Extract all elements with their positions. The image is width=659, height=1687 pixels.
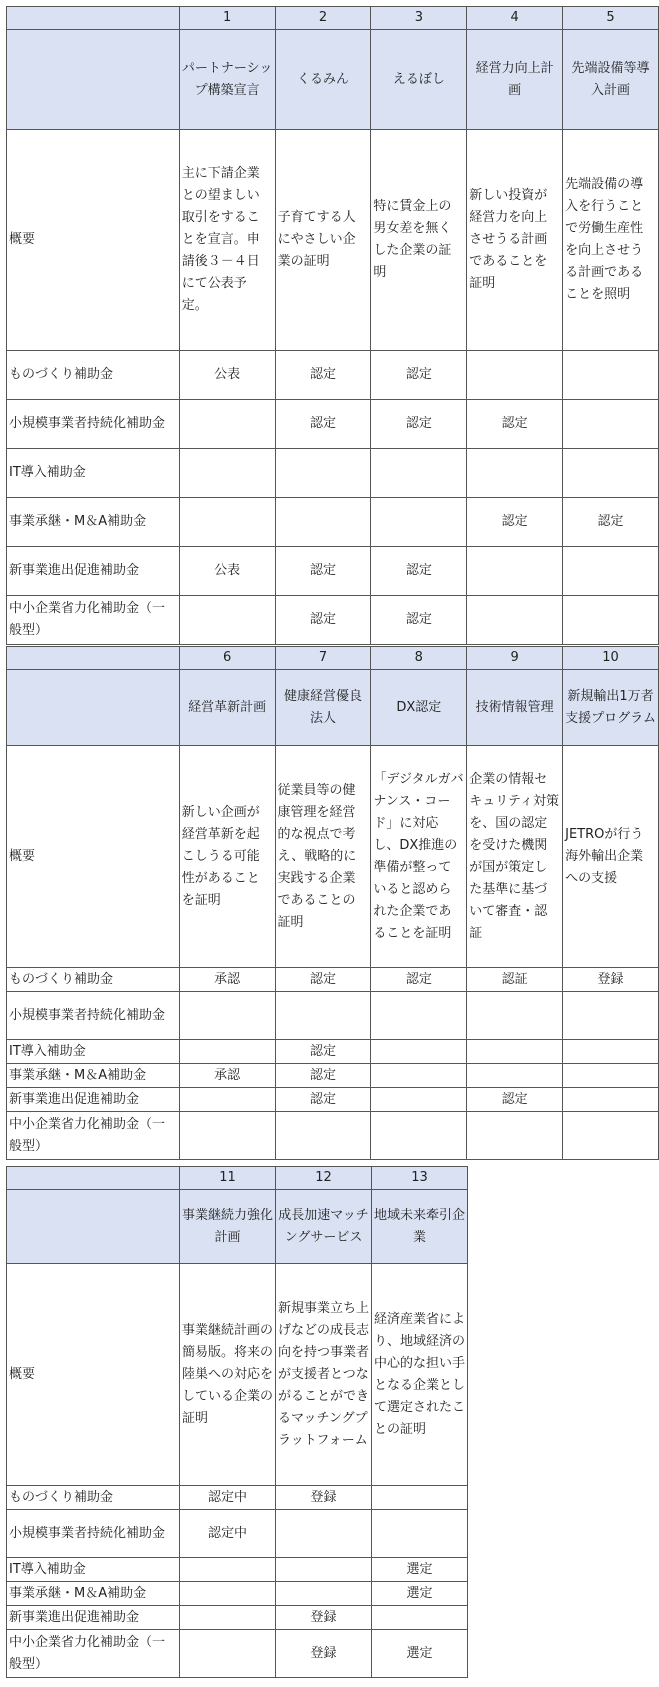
value-cell: 登録 bbox=[276, 1606, 372, 1630]
value-cell: 認定中 bbox=[180, 1486, 276, 1510]
value-cell bbox=[563, 1040, 659, 1064]
value-cell bbox=[179, 498, 275, 547]
subsidy-row bbox=[7, 1510, 468, 1558]
value-cell bbox=[467, 992, 563, 1040]
column-name: 健康経営優良法人 bbox=[275, 670, 371, 746]
value-cell bbox=[372, 1606, 468, 1630]
row-label: 事業承継・M＆A補助金 bbox=[7, 1582, 180, 1606]
row-label: IT導入補助金 bbox=[7, 449, 180, 498]
table-section-1 bbox=[6, 6, 659, 645]
summary-cell: 新しい企画が経営革新を起こしうる可能性があることを証明 bbox=[179, 746, 275, 968]
summary-row bbox=[7, 130, 659, 351]
value-cell bbox=[371, 1088, 467, 1112]
value-cell bbox=[467, 351, 563, 400]
column-name: 経営革新計画 bbox=[179, 670, 275, 746]
summary-cell: 特に賃金上の男女差を無くした企業の証明 bbox=[371, 130, 467, 351]
summary-row bbox=[7, 1264, 468, 1486]
column-number: 8 bbox=[371, 647, 467, 670]
name-row bbox=[7, 670, 659, 746]
column-number: 7 bbox=[275, 647, 371, 670]
value-cell bbox=[275, 1112, 371, 1160]
summary-cell: 新規事業立ち上げなどの成長志向を持つ事業者が支援者とつながることができるマッチングプラットフォーム bbox=[276, 1264, 372, 1486]
value-cell: 公表 bbox=[179, 351, 275, 400]
column-number: 5 bbox=[563, 7, 659, 30]
value-cell bbox=[371, 992, 467, 1040]
value-cell bbox=[563, 596, 659, 645]
value-cell: 選定 bbox=[372, 1630, 468, 1678]
row-label: 中小企業省力化補助金（一般型） bbox=[7, 596, 180, 645]
column-name: 事業継続力強化計画 bbox=[180, 1190, 276, 1264]
summary-row bbox=[7, 746, 659, 968]
value-cell: 認定 bbox=[371, 547, 467, 596]
row-label: IT導入補助金 bbox=[7, 1558, 180, 1582]
value-cell bbox=[179, 1088, 275, 1112]
value-cell bbox=[179, 400, 275, 449]
row-label: 事業承継・M＆A補助金 bbox=[7, 1064, 180, 1088]
subsidy-row bbox=[7, 968, 659, 992]
column-name: DX認定 bbox=[371, 670, 467, 746]
value-cell: 認定 bbox=[275, 968, 371, 992]
column-name: くるみん bbox=[275, 30, 371, 130]
value-cell: 認定 bbox=[275, 351, 371, 400]
value-cell bbox=[563, 1064, 659, 1088]
value-cell: 認定 bbox=[275, 596, 371, 645]
row-label: IT導入補助金 bbox=[7, 1040, 180, 1064]
column-number: 10 bbox=[563, 647, 659, 670]
row-label: 概要 bbox=[7, 1264, 180, 1486]
row-label: 概要 bbox=[7, 746, 180, 968]
value-cell bbox=[179, 992, 275, 1040]
column-number: 2 bbox=[275, 7, 371, 30]
value-cell bbox=[563, 547, 659, 596]
value-cell: 認定 bbox=[467, 1088, 563, 1112]
subsidy-row bbox=[7, 992, 659, 1040]
subsidy-row bbox=[7, 449, 659, 498]
number-row bbox=[7, 647, 659, 670]
row-label: ものづくり補助金 bbox=[7, 1486, 180, 1510]
subsidy-row bbox=[7, 596, 659, 645]
table-section-3 bbox=[6, 1166, 468, 1678]
value-cell bbox=[180, 1606, 276, 1630]
value-cell bbox=[372, 1486, 468, 1510]
column-number: 4 bbox=[467, 7, 563, 30]
value-cell bbox=[276, 1510, 372, 1558]
value-cell: 認定 bbox=[371, 596, 467, 645]
value-cell bbox=[276, 1582, 372, 1606]
value-cell: 承認 bbox=[179, 968, 275, 992]
value-cell bbox=[371, 1112, 467, 1160]
value-cell bbox=[275, 498, 371, 547]
value-cell bbox=[371, 1064, 467, 1088]
column-name: 成長加速マッチングサービス bbox=[276, 1190, 372, 1264]
value-cell bbox=[180, 1582, 276, 1606]
value-cell bbox=[563, 1112, 659, 1160]
corner-cell bbox=[7, 1190, 180, 1264]
subsidy-row bbox=[7, 1558, 468, 1582]
row-label: 小規模事業者持続化補助金 bbox=[7, 400, 180, 449]
value-cell: 認定 bbox=[275, 400, 371, 449]
row-label: 新事業進出促進補助金 bbox=[7, 1606, 180, 1630]
corner-cell bbox=[7, 30, 180, 130]
subsidy-row bbox=[7, 1040, 659, 1064]
value-cell bbox=[467, 596, 563, 645]
value-cell: 認証 bbox=[467, 968, 563, 992]
value-cell bbox=[371, 1040, 467, 1064]
subsidy-row bbox=[7, 547, 659, 596]
column-number: 3 bbox=[371, 7, 467, 30]
subsidy-row bbox=[7, 1582, 468, 1606]
table-section-2 bbox=[6, 646, 659, 1160]
subsidy-row bbox=[7, 1606, 468, 1630]
subsidy-row bbox=[7, 400, 659, 449]
summary-cell: JETROが行う海外輸出企業への支援 bbox=[563, 746, 659, 968]
summary-cell: 企業の情報セキュリティ対策を、国の認定を受けた機関が国が策定した基準に基づいて審査・認証 bbox=[467, 746, 563, 968]
row-label: 概要 bbox=[7, 130, 180, 351]
value-cell: 認定 bbox=[371, 351, 467, 400]
summary-cell: 経済産業省により、地域経済の中心的な担い手となる企業として選定されたことの証明 bbox=[372, 1264, 468, 1486]
row-label: 中小企業省力化補助金（一般型） bbox=[7, 1112, 180, 1160]
row-label: 新事業進出促進補助金 bbox=[7, 1088, 180, 1112]
summary-cell: 主に下請企業との望ましい取引をすることを宣言。申請後３－４日にて公表予定。 bbox=[179, 130, 275, 351]
summary-cell: 「デジタルガバナンス・コード」に対応し、DX推進の準備が整っていると認められた企業であることを証明 bbox=[371, 746, 467, 968]
column-name: パートナーシップ構築宣言 bbox=[179, 30, 275, 130]
subsidy-row bbox=[7, 1486, 468, 1510]
summary-cell: 先端設備の導入を行うことで労働生産性を向上させうる計画であることを照明 bbox=[563, 130, 659, 351]
column-name: 技術情報管理 bbox=[467, 670, 563, 746]
corner-cell bbox=[7, 1167, 180, 1190]
value-cell: 認定 bbox=[467, 400, 563, 449]
value-cell: 登録 bbox=[276, 1630, 372, 1678]
value-cell bbox=[179, 1040, 275, 1064]
row-label: 小規模事業者持続化補助金 bbox=[7, 992, 180, 1040]
value-cell: 認定中 bbox=[180, 1510, 276, 1558]
row-label: ものづくり補助金 bbox=[7, 351, 180, 400]
value-cell bbox=[372, 1510, 468, 1558]
value-cell: 認定 bbox=[563, 498, 659, 547]
column-number: 9 bbox=[467, 647, 563, 670]
row-label: 事業承継・M＆A補助金 bbox=[7, 498, 180, 547]
row-label: 新事業進出促進補助金 bbox=[7, 547, 180, 596]
row-label: 中小企業省力化補助金（一般型） bbox=[7, 1630, 180, 1678]
corner-cell bbox=[7, 670, 180, 746]
value-cell bbox=[180, 1558, 276, 1582]
value-cell: 認定 bbox=[371, 400, 467, 449]
column-number: 12 bbox=[276, 1167, 372, 1190]
value-cell bbox=[467, 547, 563, 596]
column-number: 6 bbox=[179, 647, 275, 670]
value-cell bbox=[467, 1112, 563, 1160]
subsidy-row bbox=[7, 1088, 659, 1112]
column-name: 地域未来牽引企業 bbox=[372, 1190, 468, 1264]
value-cell bbox=[467, 1040, 563, 1064]
column-name: 先端設備等導入計画 bbox=[563, 30, 659, 130]
name-row bbox=[7, 1190, 468, 1264]
value-cell: 認定 bbox=[467, 498, 563, 547]
column-name: えるぼし bbox=[371, 30, 467, 130]
subsidy-row bbox=[7, 1064, 659, 1088]
value-cell: 認定 bbox=[371, 968, 467, 992]
summary-cell: 子育てする人にやさしい企業の証明 bbox=[275, 130, 371, 351]
value-cell: 承認 bbox=[179, 1064, 275, 1088]
value-cell: 認定 bbox=[275, 1064, 371, 1088]
number-row bbox=[7, 7, 659, 30]
value-cell: 公表 bbox=[179, 547, 275, 596]
subsidy-row bbox=[7, 498, 659, 547]
value-cell bbox=[180, 1630, 276, 1678]
column-number: 11 bbox=[180, 1167, 276, 1190]
value-cell bbox=[563, 992, 659, 1040]
summary-cell: 事業継続計画の簡易版。将来の陸巣への対応をしている企業の証明 bbox=[180, 1264, 276, 1486]
value-cell bbox=[467, 449, 563, 498]
value-cell bbox=[276, 1558, 372, 1582]
value-cell: 登録 bbox=[276, 1486, 372, 1510]
row-label: ものづくり補助金 bbox=[7, 968, 180, 992]
subsidy-row bbox=[7, 1630, 468, 1678]
value-cell bbox=[563, 1088, 659, 1112]
value-cell bbox=[275, 992, 371, 1040]
value-cell: 選定 bbox=[372, 1582, 468, 1606]
row-label: 小規模事業者持続化補助金 bbox=[7, 1510, 180, 1558]
corner-cell bbox=[7, 647, 180, 670]
value-cell: 認定 bbox=[275, 547, 371, 596]
number-row bbox=[7, 1167, 468, 1190]
value-cell bbox=[179, 449, 275, 498]
value-cell bbox=[371, 449, 467, 498]
value-cell: 認定 bbox=[275, 1040, 371, 1064]
summary-cell: 新しい投資が経営力を向上させうる計画であることを証明 bbox=[467, 130, 563, 351]
summary-cell: 従業員等の健康管理を経営的な視点で考え、戦略的に実践する企業であることの証明 bbox=[275, 746, 371, 968]
value-cell bbox=[275, 449, 371, 498]
value-cell: 認定 bbox=[275, 1088, 371, 1112]
value-cell bbox=[563, 351, 659, 400]
column-name: 新規輸出1万者支援プログラム bbox=[563, 670, 659, 746]
column-number: 13 bbox=[372, 1167, 468, 1190]
value-cell bbox=[467, 1064, 563, 1088]
value-cell bbox=[563, 400, 659, 449]
name-row bbox=[7, 30, 659, 130]
column-number: 1 bbox=[179, 7, 275, 30]
corner-cell bbox=[7, 7, 180, 30]
value-cell bbox=[563, 449, 659, 498]
value-cell: 選定 bbox=[372, 1558, 468, 1582]
subsidy-row bbox=[7, 1112, 659, 1160]
value-cell bbox=[179, 596, 275, 645]
column-name: 経営力向上計画 bbox=[467, 30, 563, 130]
subsidy-row bbox=[7, 351, 659, 400]
value-cell bbox=[179, 1112, 275, 1160]
value-cell bbox=[371, 498, 467, 547]
value-cell: 登録 bbox=[563, 968, 659, 992]
